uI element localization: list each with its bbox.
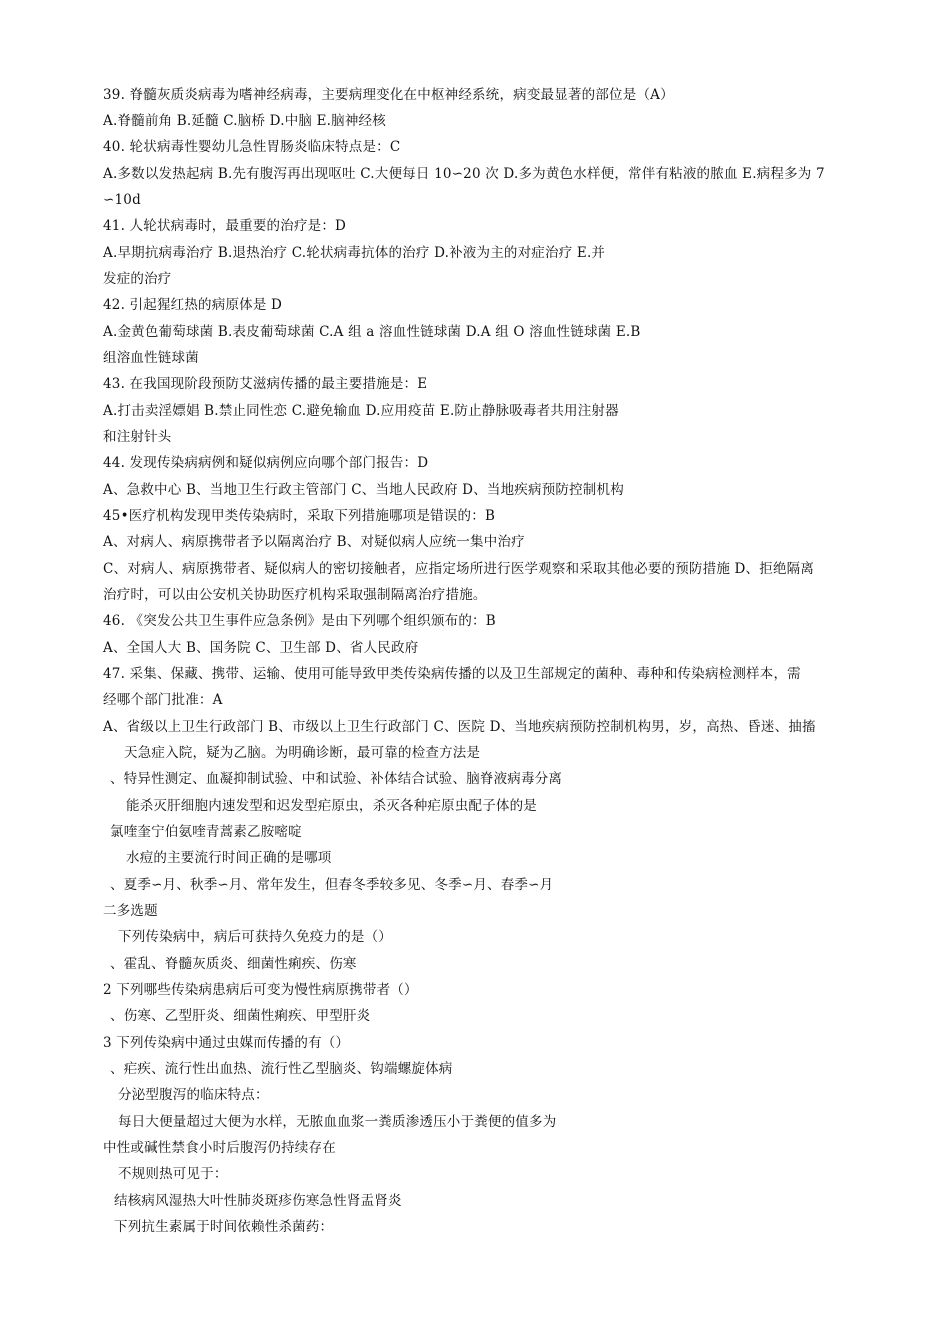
question-41-options: A.早期抗病毒治疗 B.退热治疗 C.轮状病毒抗体的治疗 D.补液为主的对症治疗 E.并 <box>103 245 606 261</box>
question-43-options-cont: 和注射针头 <box>103 429 172 445</box>
mc-question-6-stem: 下列抗生素属于时间依赖性杀菌药： <box>114 1219 334 1235</box>
mc-question-2-options: 、伤寒、乙型肝炎、细菌性痢疾、甲型肝炎 <box>110 1008 371 1024</box>
question-47-stem: 47. 采集、保藏、携带、运输、使用可能导致甲类传染病传播的以及卫生部规定的菌种、毒种和传染病检测样本，需 <box>103 666 801 682</box>
mc-question-2-stem: 2 下列哪些传染病患病后可变为慢性病原携带者（） <box>103 982 418 998</box>
question-40-stem: 40. 轮状病毒性婴幼儿急性胃肠炎临床特点是：C <box>103 139 401 155</box>
section-heading-multiple-choice: 二多选题 <box>103 903 158 919</box>
question-45-options-cont-2: 治疗时，可以由公安机关协助医疗机构采取强制隔离治疗措施。 <box>103 587 487 603</box>
question-41-stem: 41. 人轮状病毒时，最重要的治疗是：D <box>103 218 347 234</box>
question-46-options: A、全国人大 B、国务院 C、卫生部 D、省人民政府 <box>103 640 419 656</box>
question-50-stem: 水痘的主要流行时间正确的是哪项 <box>126 850 332 866</box>
question-41-options-cont: 发症的治疗 <box>103 271 172 287</box>
question-45-stem: 45•医疗机构发现甲类传染病时，采取下列措施哪项是错误的：B <box>103 508 496 524</box>
question-48-options: 、特异性测定、血凝抑制试验、中和试验、补体结合试验、脑脊液病毒分离 <box>110 771 563 787</box>
mc-question-4-options: 每日大便量超过大便为水样，无脓血血浆一粪质渗透压小于粪便的值多为 <box>118 1114 557 1130</box>
question-49-stem: 能杀灭肝细胞内速发型和迟发型疟原虫，杀灭各种疟原虫配子体的是 <box>126 798 537 814</box>
question-49-options: 氯喹奎宁伯氨喹青蒿素乙胺嘧啶 <box>110 824 302 840</box>
mc-question-4-stem: 分泌型腹泻的临床特点： <box>118 1087 269 1103</box>
question-48-stem: 天急症入院，疑为乙脑。为明确诊断，最可靠的检查方法是 <box>124 745 481 761</box>
question-44-options: A、急救中心 B、当地卫生行政主管部门 C、当地人民政府 D、当地疾病预防控制机构 <box>103 482 624 498</box>
question-42-stem: 42. 引起猩红热的病原体是 D <box>103 297 283 313</box>
mc-question-1-stem: 下列传染病中，病后可获持久免疫力的是（） <box>118 929 392 945</box>
question-40-options: A.多数以发热起病 B.先有腹泻再出现呕吐 C.大便每日 10∽20 次 D.多为黄色水样便，常伴有粘液的脓血 E.病程多为 7 <box>103 166 825 182</box>
question-45-options: A、对病人、病原携带者予以隔离治疗 B、对疑似病人应统一集中治疗 <box>103 534 525 550</box>
mc-question-4-options-cont: 中性或碱性禁食小时后腹泻仍持续存在 <box>103 1140 336 1156</box>
question-42-options: A.金黄色葡萄球菌 B.表皮葡萄球菌 C.A 组 a 溶血性链球菌 D.A 组 O 溶血性链球菌 E.B <box>103 324 641 340</box>
question-39-stem: 39. 脊髓灰质炎病毒为嗜神经病毒，主要病理变化在中枢神经系统，病变最显著的部位是（A） <box>103 87 674 103</box>
question-39-options: A.脊髓前角 B.延髓 C.脑桥 D.中脑 E.脑神经核 <box>103 113 386 129</box>
question-43-options: A.打击卖淫嫖娼 B.禁止同性恋 C.避免输血 D.应用疫苗 E.防止静脉吸毒者共用注射器 <box>103 403 619 419</box>
question-40-options-cont: ∽10d <box>103 192 141 208</box>
question-50-options: 、夏季∽月、秋季∽月、常年发生，但春冬季较多见、冬季∽月、春季∽月 <box>110 877 554 893</box>
question-47-stem-cont: 经哪个部门批准：A <box>103 692 223 708</box>
question-43-stem: 43. 在我国现阶段预防艾滋病传播的最主要措施是：E <box>103 376 428 392</box>
mc-question-3-stem: 3 下列传染病中通过虫媒而传播的有（） <box>103 1035 350 1051</box>
question-42-options-cont: 组溶血性链球菌 <box>103 350 199 366</box>
mc-question-3-options: 、疟疾、流行性出血热、流行性乙型脑炎、钩端螺旋体病 <box>110 1061 453 1077</box>
question-46-stem: 46. 《突发公共卫生事件应急条例》是由下列哪个组织颁布的：B <box>103 613 496 629</box>
mc-question-5-stem: 不规则热可见于： <box>118 1166 228 1182</box>
question-44-stem: 44. 发现传染病病例和疑似病例应向哪个部门报告：D <box>103 455 429 471</box>
question-45-options-cont: C、对病人、病原携带者、疑似病人的密切接触者，应指定场所进行医学观察和采取其他必要的预防措施 D、拒绝隔离 <box>103 561 815 577</box>
mc-question-5-options: 结核病风湿热大叶性肺炎斑疹伤寒急性肾盂肾炎 <box>114 1193 402 1209</box>
question-47-options: A、省级以上卫生行政部门 B、市级以上卫生行政部门 C、医院 D、当地疾病预防控制机构男，岁，高热、昏迷、抽搐 <box>103 719 816 735</box>
mc-question-1-options: 、霍乱、脊髓灰质炎、细菌性痢疾、伤寒 <box>110 956 357 972</box>
